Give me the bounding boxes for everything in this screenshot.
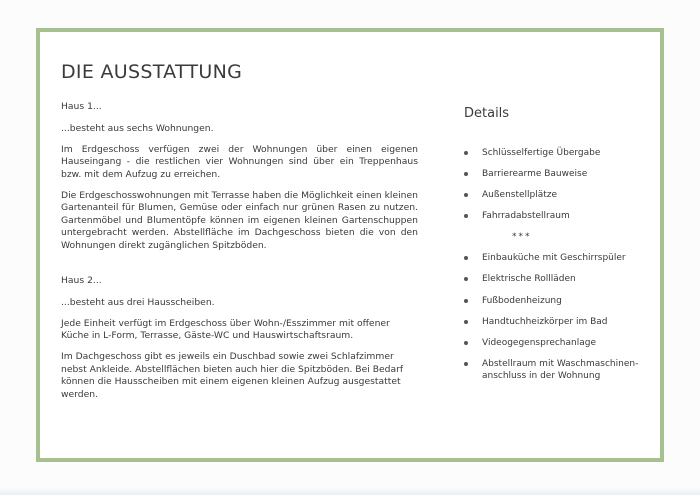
haus1-section [61,101,418,253]
bullet-icon [464,256,468,260]
details-list-item [464,147,654,160]
bullet-icon [464,320,468,324]
bullet-icon [464,172,468,176]
details-item-label: Elektrische Rollläden [482,274,576,285]
details-item-label: Abstellraum mit Waschmaschinen-anschluss in der Wohnung [482,358,639,382]
bullet-icon [464,277,468,281]
bullet-icon [464,341,468,345]
haus1-paragraph: Im Erdgeschoss verfügen zwei der Wohnungen über einen eigenen Hauseingang - die restlichen vier Wohnungen sind über ein Treppenhaus bzw. mit dem Aufzug zu erreichen. [61,143,418,180]
bullet-icon [464,299,468,303]
details-column [464,108,654,391]
details-heading: Details [464,106,510,121]
details-list-item [464,189,654,202]
details-item-label: Schlüsselfertige Übergabe [482,147,601,158]
haus1-heading: Haus 1... [61,100,102,112]
content-frame [36,28,664,462]
haus2-paragraph: ...besteht aus drei Hausscheiben. [61,297,215,309]
details-list-item [464,252,654,265]
details-list-item [464,337,654,350]
details-item-label: Handtuchheizkörper im Bad [482,316,608,327]
details-list-item [464,358,654,383]
details-list-group1 [464,147,654,223]
bullet-icon [464,151,468,155]
haus1-paragraph: Die Erdgeschosswohnungen mit Terrasse haben die Möglichkeit einen kleinen Gartenanteil für Blumen, Gemüse oder einfach nur grünen Rasen zu nutzen. Gartenmöbel und Blumentöpfe können im eigenen kleinen Gartenschuppen untergebracht werden. Abstellfläche im Dachgeschoss bieten die von den Wohnungen direkt zugänglichen Spitzböden. [61,189,418,251]
details-list-group2 [464,252,654,382]
details-item-label: Einbauküche mit Geschirrspüler [482,253,626,264]
details-item-label: Außenstellplätze [482,189,558,200]
haus2-paragraph: Jede Einheit verfügt im Erdgeschoss über Wohn-/Esszimmer mit offener Küche in L-Form, Terrasse, Gäste-WC und Hauswirtschaftsraum. [61,317,390,342]
bullet-icon [464,214,468,218]
details-list-item [464,273,654,286]
haus2-section [61,275,418,402]
description-column [61,61,418,409]
bullet-icon [464,193,468,197]
page-bottom-edge [0,486,700,495]
details-list-item [464,168,654,181]
haus2-heading: Haus 2... [61,274,102,286]
page-title: DIE AUSSTATTUNG [61,61,243,83]
details-list-item [464,295,654,308]
bullet-icon [464,362,468,366]
details-list-item [464,316,654,329]
details-list-item [464,210,654,223]
details-item-label: Fußbodenheizung [482,295,562,306]
details-item-label: Fahrradabstellraum [482,210,570,221]
haus2-paragraph: Im Dachgeschoss gibt es jeweils ein Duschbad sowie zwei Schlafzimmer nebst Ankleide. Abstellflächen bieten auch hier die Spitzböden. Bei Bedarf können die Hausscheiben mit einem eigenen kleinen Aufzug ausgestattet werden. [61,350,404,400]
details-separator: *** [512,231,532,242]
haus1-paragraph: ...besteht aus sechs Wohnungen. [61,123,214,135]
details-item-label: Barrierearme Bauweise [482,168,588,179]
details-item-label: Videogegensprechanlage [482,337,596,348]
